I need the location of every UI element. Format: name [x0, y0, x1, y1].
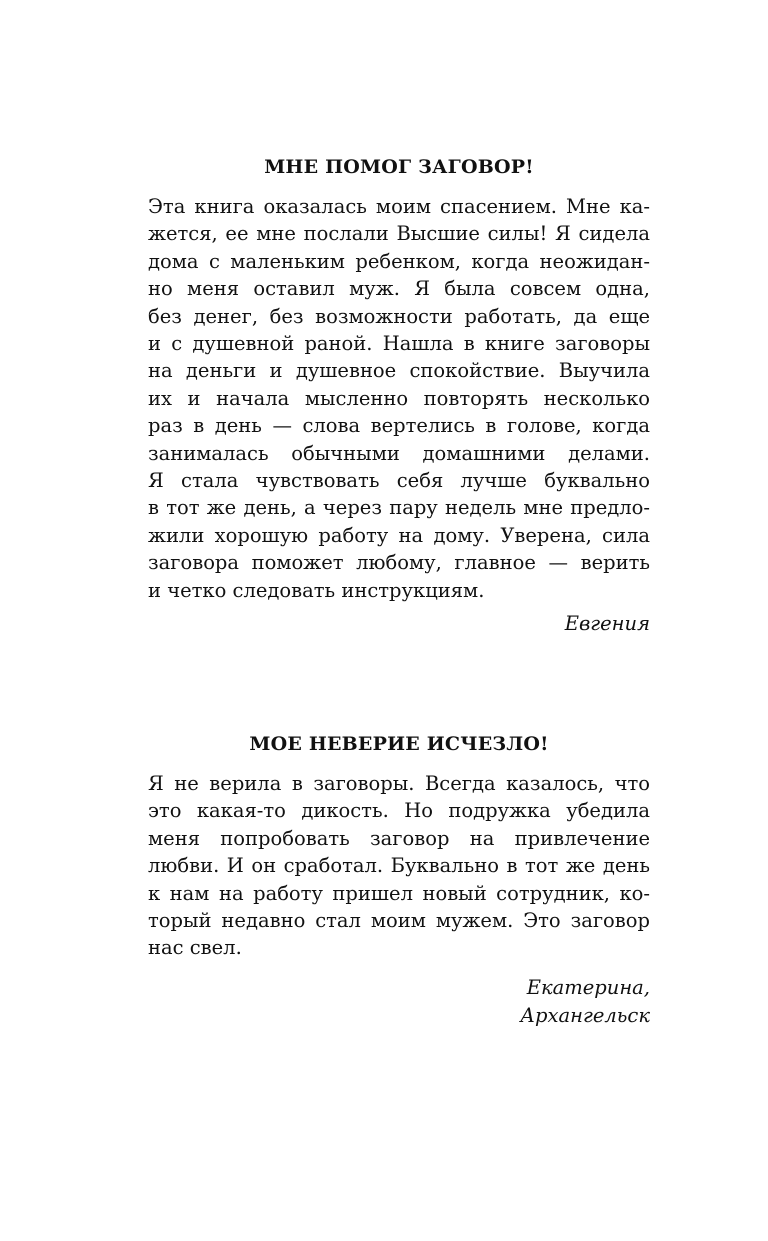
text-line: нас свел. [148, 936, 242, 960]
text-line: занималась обычными домашними делами. [148, 441, 650, 465]
testimonial-title: МОЕ НЕВЕРИЕ ИСЧЕЗЛО! [249, 733, 549, 755]
text-line: в тот же день, а через пару недель мне предло- [148, 496, 650, 520]
text-line: на деньги и душевное спокойствие. Выучила [148, 359, 650, 383]
testimonial-signature [148, 610, 650, 638]
text-line: их и начала мысленно повторять несколько [148, 386, 650, 410]
text-line: Я стала чувствовать себя лучше буквально [148, 469, 650, 493]
testimonial-ekaterina [148, 729, 650, 1030]
testimonial-body [148, 193, 650, 604]
signature-city: Архангельск [520, 1003, 650, 1027]
signature-name: Екатерина, [526, 975, 650, 999]
text-line: это какая-то дикость. Но подружка убедила [148, 799, 650, 823]
signature-name: Евгения [564, 612, 650, 636]
testimonial-signature [148, 974, 650, 1030]
testimonial-title: МНЕ ПОМОГ ЗАГОВОР! [264, 156, 534, 178]
text-line: раз в день — слова вертелись в голове, когда [148, 414, 650, 438]
text-line: меня попробовать заговор на привлечение [148, 826, 650, 850]
text-line: жется, ее мне послали Высшие силы! Я сидела [148, 222, 650, 246]
text-line: Эта книга оказалась моим спасением. Мне ка- [148, 195, 650, 218]
text-line: Я не верила в заговоры. Всегда казалось, что [148, 772, 650, 795]
text-line: любви. И он сработал. Буквально в тот же день [148, 854, 650, 878]
text-line: но меня оставил муж. Я была совсем одна, [148, 277, 650, 301]
testimonial-body [148, 770, 650, 962]
text-line: торый недавно стал моим мужем. Это заговор [148, 909, 650, 933]
text-line: жили хорошую работу на дому. Уверена, сила [148, 523, 650, 547]
text-line: дома с маленьким ребенком, когда неожидан- [148, 249, 650, 273]
testimonial-evgenia [148, 152, 650, 638]
text-line: без денег, без возможности работать, да еще [148, 304, 650, 328]
text-line: и с душевной раной. Нашла в книге заговоры [148, 332, 650, 356]
text-line: к нам на работу пришел новый сотрудник, ко- [148, 881, 650, 905]
text-line: заговора поможет любому, главное — верить [148, 551, 650, 575]
text-line: и четко следовать инструкциям. [148, 578, 485, 602]
